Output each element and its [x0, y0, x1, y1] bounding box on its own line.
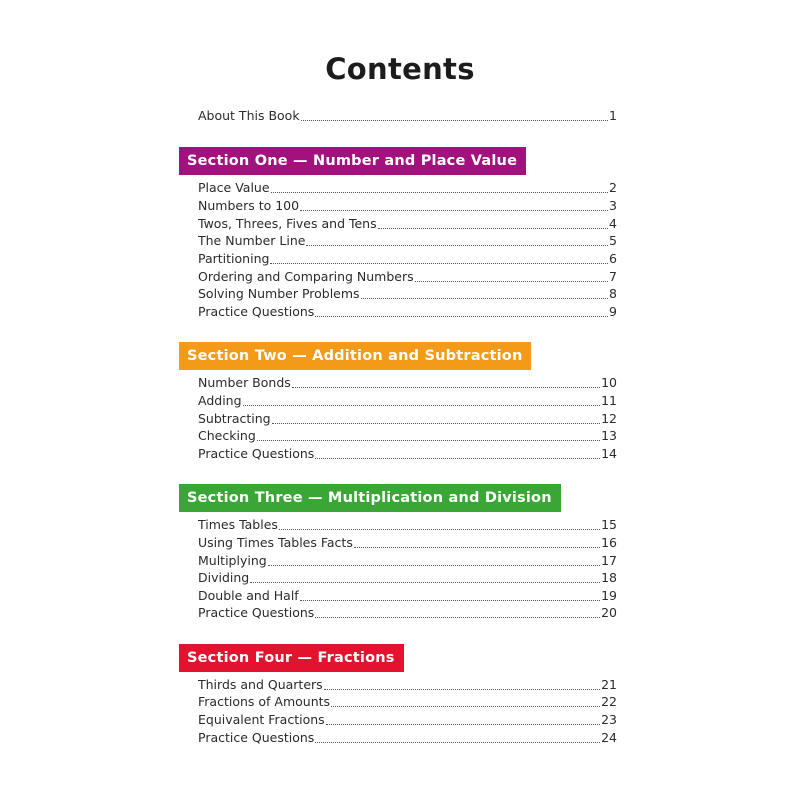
toc-entry-label: Practice Questions — [198, 304, 315, 319]
toc-entry[interactable] — [198, 410, 617, 428]
toc-entry[interactable] — [198, 516, 617, 534]
toc-entry-label: Numbers to 100 — [198, 198, 300, 213]
section-header-one: Section One — Number and Place Value — [179, 147, 526, 175]
toc-entry-page: 20 — [601, 605, 617, 620]
toc-leader-dots — [326, 711, 600, 725]
toc-entry-label: Solving Number Problems — [198, 286, 360, 301]
toc-entry-label: Checking — [198, 428, 256, 443]
toc-leader-dots — [306, 232, 608, 246]
toc-entry-page: 5 — [609, 233, 617, 248]
toc-leader-dots — [301, 107, 608, 121]
toc-entry-label: Multiplying — [198, 553, 267, 568]
toc-entry-page: 10 — [601, 375, 617, 390]
toc-entry[interactable] — [198, 445, 617, 463]
toc-entry-page: 4 — [609, 216, 617, 231]
toc-leader-dots — [378, 215, 608, 229]
toc-entry-label: Dividing — [198, 570, 250, 585]
toc-entry[interactable] — [198, 392, 617, 410]
toc-entry-about[interactable] — [198, 107, 617, 125]
toc-entry-page: 19 — [601, 588, 617, 603]
toc-leader-dots — [300, 197, 608, 211]
toc-entry[interactable] — [198, 569, 617, 587]
toc-entry-label: The Number Line — [198, 233, 306, 248]
toc-entry-label: Ordering and Comparing Numbers — [198, 269, 414, 284]
toc-entry-label: Double and Half — [198, 588, 299, 603]
toc-entry-label: Using Times Tables Facts — [198, 535, 353, 550]
toc-leader-dots — [354, 534, 600, 548]
toc-leader-dots — [361, 285, 608, 299]
toc-entry[interactable] — [198, 197, 617, 215]
toc-entry[interactable] — [198, 250, 617, 268]
toc-entry[interactable] — [198, 232, 617, 250]
toc-entry-label: Thirds and Quarters — [198, 677, 323, 692]
toc-entry-page: 15 — [601, 517, 617, 532]
toc-entry-page: 18 — [601, 570, 617, 585]
section-header-four: Section Four — Fractions — [179, 644, 404, 672]
toc-entry-page: 1 — [609, 108, 617, 123]
toc-entry-page: 13 — [601, 428, 617, 443]
toc-entry[interactable] — [198, 179, 617, 197]
toc-entry-label: Partitioning — [198, 251, 270, 266]
toc-entry-label: Practice Questions — [198, 605, 315, 620]
toc-leader-dots — [315, 303, 608, 317]
toc-entry-page: 11 — [601, 393, 617, 408]
toc-entry-page: 3 — [609, 198, 617, 213]
toc-entry-label: Place Value — [198, 180, 270, 195]
toc-entry-label: Number Bonds — [198, 375, 291, 390]
toc-leader-dots — [268, 552, 600, 566]
toc-leader-dots — [415, 268, 608, 282]
toc-entry[interactable] — [198, 552, 617, 570]
toc-leader-dots — [300, 587, 600, 601]
toc-entry-page: 9 — [609, 304, 617, 319]
toc-entry-label: Subtracting — [198, 411, 271, 426]
toc-leader-dots — [315, 445, 600, 459]
toc-entry-page: 22 — [601, 694, 617, 709]
toc-entry-label: Practice Questions — [198, 446, 315, 461]
toc-leader-dots — [257, 427, 600, 441]
toc-entry[interactable] — [198, 693, 617, 711]
toc-leader-dots — [270, 250, 608, 264]
toc-entry-label: Practice Questions — [198, 730, 315, 745]
toc-entry[interactable] — [198, 534, 617, 552]
toc-leader-dots — [324, 676, 600, 690]
toc-leader-dots — [243, 392, 601, 406]
toc-leader-dots — [272, 410, 600, 424]
toc-entry-page: 24 — [601, 730, 617, 745]
toc-entry-label: Fractions of Amounts — [198, 694, 331, 709]
toc-entry-page: 21 — [601, 677, 617, 692]
toc-entry[interactable] — [198, 374, 617, 392]
toc-entry[interactable] — [198, 676, 617, 694]
toc-leader-dots — [250, 569, 600, 583]
toc-entry[interactable] — [198, 427, 617, 445]
toc-entry[interactable] — [198, 604, 617, 622]
toc-entry[interactable] — [198, 711, 617, 729]
toc-leader-dots — [271, 179, 609, 193]
toc-entry-page: 14 — [601, 446, 617, 461]
toc-entry[interactable] — [198, 729, 617, 747]
toc-entry[interactable] — [198, 587, 617, 605]
toc-entry-page: 2 — [609, 180, 617, 195]
toc-entry-label: About This Book — [198, 108, 300, 123]
toc-leader-dots — [315, 729, 600, 743]
section-header-three: Section Three — Multiplication and Division — [179, 484, 561, 512]
toc-entry-label: Equivalent Fractions — [198, 712, 325, 727]
toc-leader-dots — [279, 516, 600, 530]
toc-entry-label: Times Tables — [198, 517, 278, 532]
toc-entry-page: 17 — [601, 553, 617, 568]
toc-entry-page: 7 — [609, 269, 617, 284]
toc-entry[interactable] — [198, 285, 617, 303]
toc-entry-page: 12 — [601, 411, 617, 426]
toc-entry[interactable] — [198, 268, 617, 286]
toc-leader-dots — [315, 604, 600, 618]
toc-leader-dots — [292, 374, 600, 388]
toc-entry-label: Adding — [198, 393, 242, 408]
toc-entry-page: 16 — [601, 535, 617, 550]
toc-entry-label: Twos, Threes, Fives and Tens — [198, 216, 377, 231]
toc-entry[interactable] — [198, 215, 617, 233]
toc-entry-page: 23 — [601, 712, 617, 727]
page-title: Contents — [325, 52, 475, 86]
toc-leader-dots — [331, 693, 600, 707]
toc-entry-page: 8 — [609, 286, 617, 301]
toc-entry-page: 6 — [609, 251, 617, 266]
section-header-two: Section Two — Addition and Subtraction — [179, 342, 531, 370]
toc-entry[interactable] — [198, 303, 617, 321]
